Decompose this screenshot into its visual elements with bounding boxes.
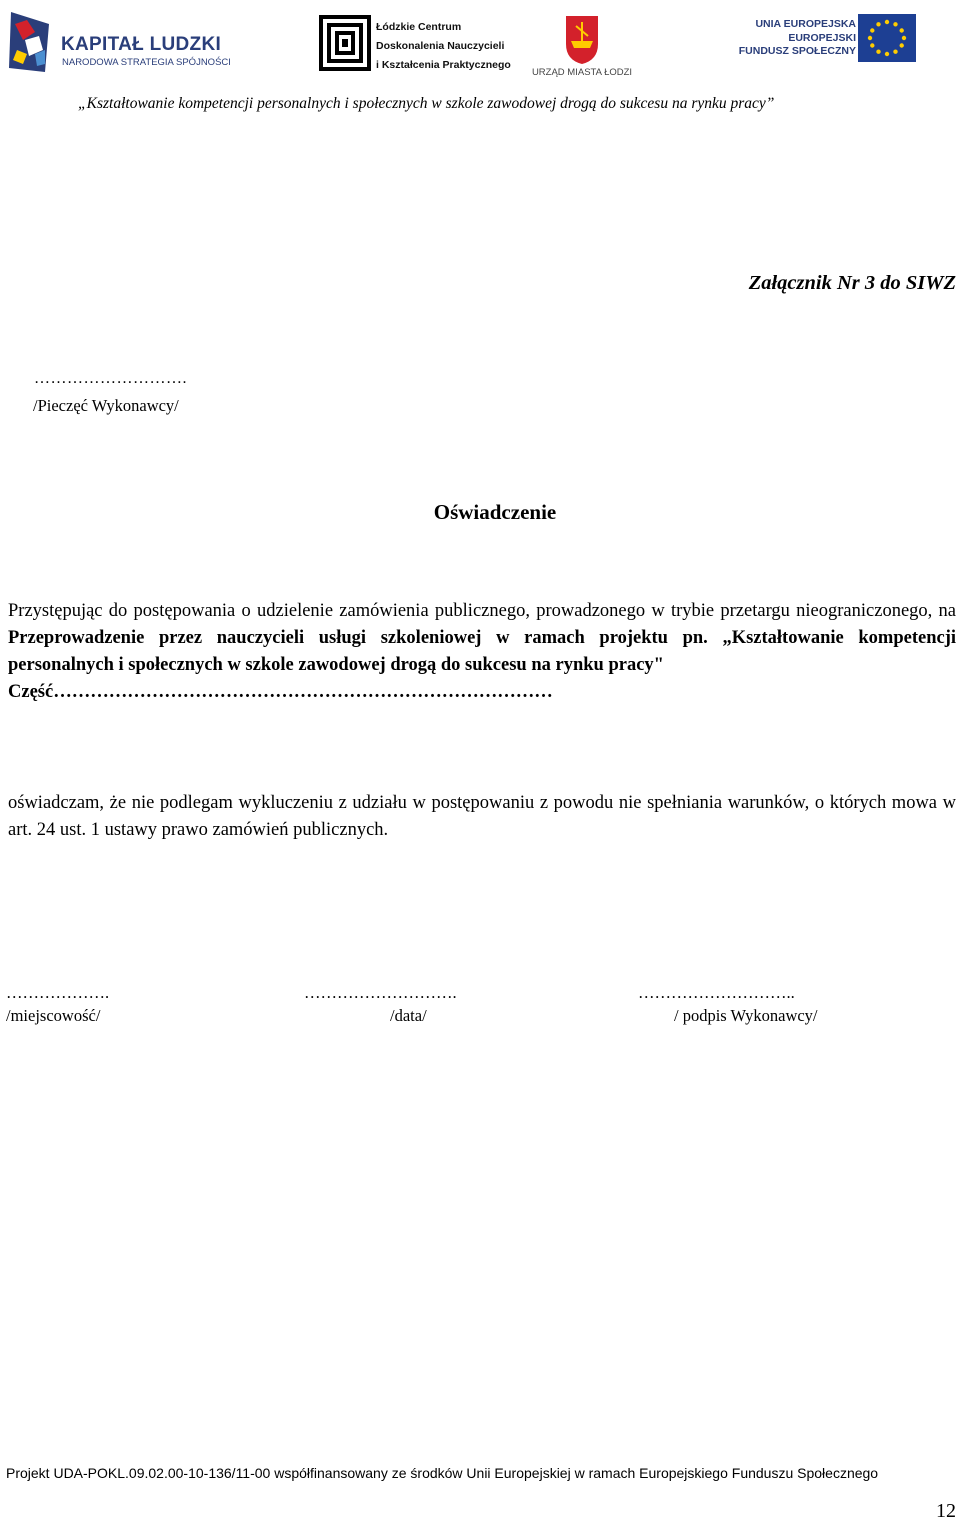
stamp-label: /Pieczęć Wykonawcy/	[33, 396, 179, 415]
part-dots: ………………………………………………………………………	[53, 682, 553, 702]
project-tagline: „Kształtowanie kompetencji personalnych i społecznych w szkole zawodowej drogą do sukcesu na rynku pracy”	[78, 95, 775, 112]
declaration-paragraph-intro	[8, 598, 956, 706]
date-label: /data/	[390, 1006, 427, 1025]
kapital-ludzki-title: KAPITAŁ LUDZKI	[61, 34, 222, 55]
ldc-name	[376, 18, 511, 75]
kapital-ludzki-subtitle: NARODOWA STRATEGIA SPÓJNOŚCI	[62, 57, 231, 68]
stamp-dots: ……………………….	[34, 370, 187, 387]
ldc-name-line3: i Kształcenia Praktycznego	[376, 59, 511, 71]
kapital-ludzki-logo	[5, 10, 231, 76]
page-number: 12	[936, 1500, 956, 1522]
ldc-logo	[318, 14, 511, 80]
kapital-ludzki-emblem-icon	[5, 10, 59, 76]
signature-label: / podpis Wykonawcy/	[674, 1006, 818, 1025]
procurement-subject: Przeprowadzenie przez nauczycieli usługi szkoleniowej w ramach projektu pn. „Kształtowanie kompetencji personalnych i społecznych w szkole zawodowej drogą do sukcesu na rynku pracy"	[8, 628, 956, 675]
eu-caption-line3: FUNDUSZ SPOŁECZNY	[738, 45, 856, 57]
annex-label: Załącznik Nr 3 do SIWZ	[748, 272, 956, 294]
footer-text: Projekt UDA-POKL.09.02.00-10-136/11-00 współfinansowany ze środków Unii Europejskiej w ramach Europejskiego Funduszu Społecznego	[6, 1465, 879, 1481]
uml-logo	[530, 14, 634, 80]
ldc-emblem-icon	[318, 14, 372, 72]
ldc-name-line2: Doskonalenia Nauczycieli	[376, 40, 505, 52]
place-dots: ……………….	[6, 983, 110, 1002]
place-label: /miejscowość/	[6, 1006, 101, 1025]
part-label: Część	[8, 682, 54, 702]
declaration-statement: oświadczam, że nie podlegam wykluczeniu z udziału w postępowaniu z powodu nie spełniania warunków, o których mowa w art. 24 ust. 1 ustawy prawo zamówień publicznych.	[8, 793, 956, 840]
eu-caption-line1: UNIA EUROPEJSKA	[755, 18, 856, 30]
uml-caption: URZĄD MIASTA ŁODZI	[531, 67, 633, 78]
eu-logo	[738, 14, 916, 66]
project-footer	[6, 1464, 906, 1482]
intro-text: Przystępując do postępowania o udzielenie zamówienia publicznego, prowadzonego w trybie przetargu nieograniczonego, na	[8, 601, 956, 621]
document-title: Oświadczenie	[433, 500, 557, 524]
ldc-name-line1: Łódzkie Centrum	[376, 21, 462, 33]
date-dots: ……………………….	[304, 983, 457, 1002]
eu-caption-line2: EUROPEJSKI	[788, 31, 856, 44]
signature-dots: ………………………..	[638, 983, 795, 1002]
eu-caption	[739, 18, 856, 59]
lodz-coat-of-arms-icon	[530, 14, 634, 66]
eu-flag-icon	[858, 14, 916, 62]
